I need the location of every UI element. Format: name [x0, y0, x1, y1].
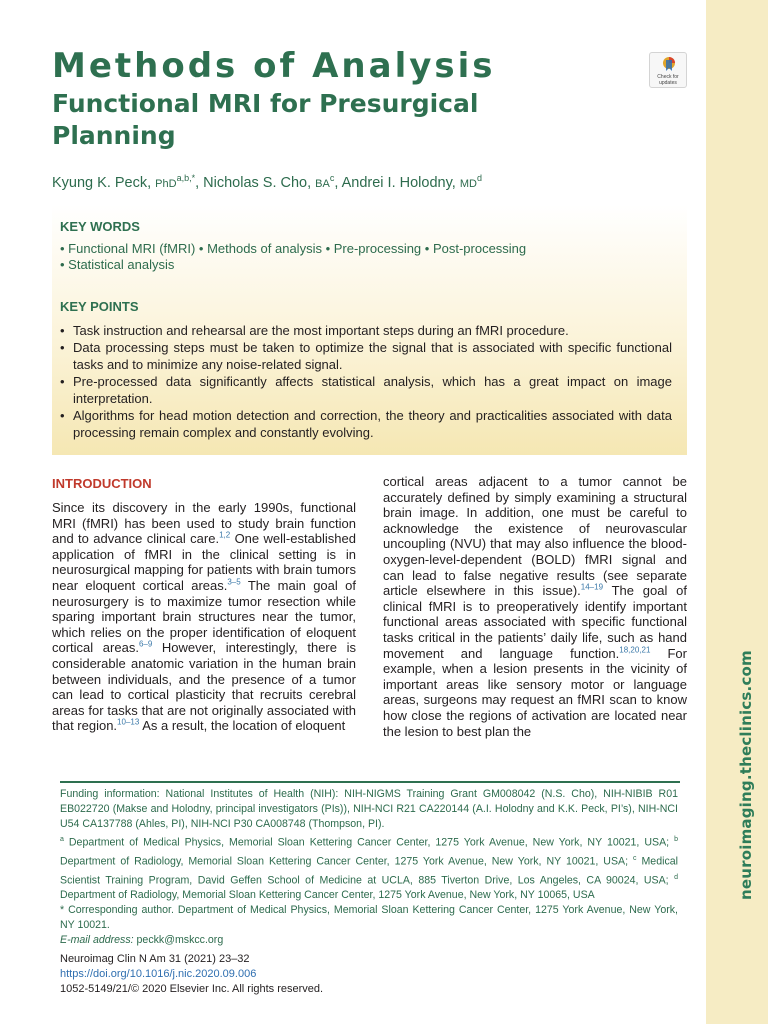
key-points-list — [60, 322, 672, 441]
reference-link[interactable]: 1,2 — [219, 530, 231, 540]
affil-mark: a — [60, 836, 64, 844]
body-text: The main goal of neurosurgery is to maximize tumor resection while sparing important brain structures near the tumor, which relies on the proper identification of eloquent cortical areas. — [52, 577, 357, 656]
body-text: For example, when a lesion presents in the vicinity of important areas like sensory motor or language areas, surgeons may request an fMRI scan to know how close the regions of activation are located near the lesion to best plan the — [383, 645, 687, 739]
email-link[interactable]: peckk@mskcc.org — [133, 934, 224, 947]
email-note — [60, 933, 678, 948]
journal-citation: Neuroimag Clin N Am 31 (2021) 23–32 — [60, 953, 250, 965]
affiliation: Department of Radiology, Memorial Sloan Kettering Cancer Center, 1275 York Avenue, New York, NY 10021, USA; — [60, 855, 634, 868]
key-point-item: • Pre-processed data significantly affects statistical analysis, which has a great impact on image interpretation. — [60, 373, 672, 407]
author-degree: MD — [459, 177, 477, 190]
bookmark-icon — [662, 56, 676, 72]
affil-mark: d — [674, 873, 678, 881]
key-point-item: • Algorithms for head motion detection and correction, the theory and practicalities associated with data processing remain complex and constantly evolving. — [60, 407, 672, 441]
reference-link[interactable]: 10–13 — [117, 717, 140, 727]
key-point-item: • Task instruction and rehearsal are the most important steps during an fMRI procedure. — [60, 322, 672, 339]
reference-link[interactable]: 18,20,21 — [619, 645, 651, 655]
affiliation: Department of Medical Physics, Memorial Sloan Kettering Cancer Center, 1275 York Avenue, New York, NY 10021, USA; — [63, 836, 675, 849]
author-affil: d — [476, 173, 482, 183]
author-degree: PhD — [155, 177, 177, 190]
intro-right-column — [383, 474, 687, 739]
funding-note: Funding information: National Institutes of Health (NIH): NIH-NIGMS Training Grant GM008042 (N.S. Cho), NIH-NIBIB R01 EB022720 (Makse and Holodny, principal investigators (PIs)), NIH-NCI R21 CA220144 (A.I. Holodny and K.K. Peck, PI’s), NIH-NCI U54 CA137788 (Ahles, PI), NIH-NCI P30 CA008748 (Thompson, PI). — [60, 788, 678, 831]
citation-block — [60, 952, 323, 998]
affiliations-note — [60, 832, 678, 903]
author-name: , Andrei I. Holodny, — [334, 174, 460, 191]
body-text: The goal of clinical fMRI is to preoperatively identify important functional areas associated with specific functional tasks critical in the patients’ daily life, such as hand movement and language function. — [383, 583, 687, 661]
body-text: As a result, the location of eloquent — [139, 718, 346, 734]
body-text: cortical areas adjacent to a tumor cannot be accurately defined by simply examining a structural brain image. In addition, one must be careful to acknowledge the existence of neurovascular uncoupling (NVU) that may also influence the blood-oxygen-level-dependent (BOLD) fMRI signal and can lead to false negative results (see separate article elsewhere in this issue). — [383, 474, 687, 599]
body-text: Since its discovery in the early 1990s, functional MRI (fMRI) has been used to study brain function and to advance clinical care. — [52, 500, 356, 547]
reference-link[interactable]: 14–19 — [580, 582, 604, 592]
author-name: Kyung K. Peck, — [52, 174, 156, 191]
article-title: Functional MRI for Presurgical Planning — [52, 89, 479, 150]
affil-mark: c — [633, 854, 637, 862]
corresponding-author-note: * Corresponding author. Department of Medical Physics, Memorial Sloan Kettering Cancer Center, 1275 York Avenue, New York, NY 10021. — [60, 904, 678, 932]
badge-label: Check for updates — [657, 74, 679, 86]
author-line — [52, 173, 482, 191]
key-words-line: • Functional MRI (fMRI) • Methods of analysis • Pre-processing • Post-processing — [60, 241, 527, 256]
key-point-item: • Data processing steps must be taken to optimize the signal that is associated with specific functional tasks and to minimize any noise-related signal. — [60, 339, 672, 373]
key-words-line: • Statistical analysis — [60, 257, 175, 272]
reference-link[interactable]: 6–9 — [138, 640, 153, 650]
key-points-heading: KEY POINTS — [60, 299, 139, 314]
author-affil: c — [329, 173, 335, 183]
journal-url-vertical[interactable]: neuroimaging.theclinics.com — [737, 650, 755, 900]
footnote-divider — [60, 781, 680, 783]
email-label: E-mail address: — [60, 934, 134, 947]
author-degree: BA — [315, 177, 330, 190]
check-for-updates-button[interactable] — [649, 52, 687, 88]
body-text: One well-established application of fMRI in the clinical setting is in neurosurgical mapping for patients with brain tumors near eloquent cortical areas. — [52, 531, 357, 593]
copyright-line: 1052-5149/21/© 2020 Elsevier Inc. All rights reserved. — [60, 983, 324, 996]
affil-mark: b — [674, 836, 678, 844]
author-affil: a,b,* — [176, 173, 196, 183]
affiliation: Department of Radiology, Memorial Sloan Kettering Cancer Center, 1275 York Avenue, New York, NY 10065, USA — [60, 889, 595, 902]
introduction-heading: INTRODUCTION — [52, 476, 152, 491]
body-text: However, interestingly, there is considerable anatomic variation in the human brain between individuals, and the presence of a tumor can lead to cortical plasticity that recruits cerebral areas for tasks that are not originally associated with that region. — [52, 640, 357, 734]
key-words-heading: KEY WORDS — [60, 219, 140, 234]
affiliation: Medical Scientist Training Program, David Geffen School of Medicine at UCLA, 885 Tiverton Drive, Los Angeles, CA 90024, USA; — [60, 855, 678, 887]
footnotes — [60, 787, 678, 949]
intro-left-column — [52, 500, 356, 734]
series-title: Methods of Analysis — [52, 46, 496, 86]
author-name: , Nicholas S. Cho, — [195, 174, 316, 191]
doi-link[interactable]: https://doi.org/10.1016/j.nic.2020.09.006 — [60, 968, 257, 981]
reference-link[interactable]: 3–5 — [227, 577, 241, 587]
